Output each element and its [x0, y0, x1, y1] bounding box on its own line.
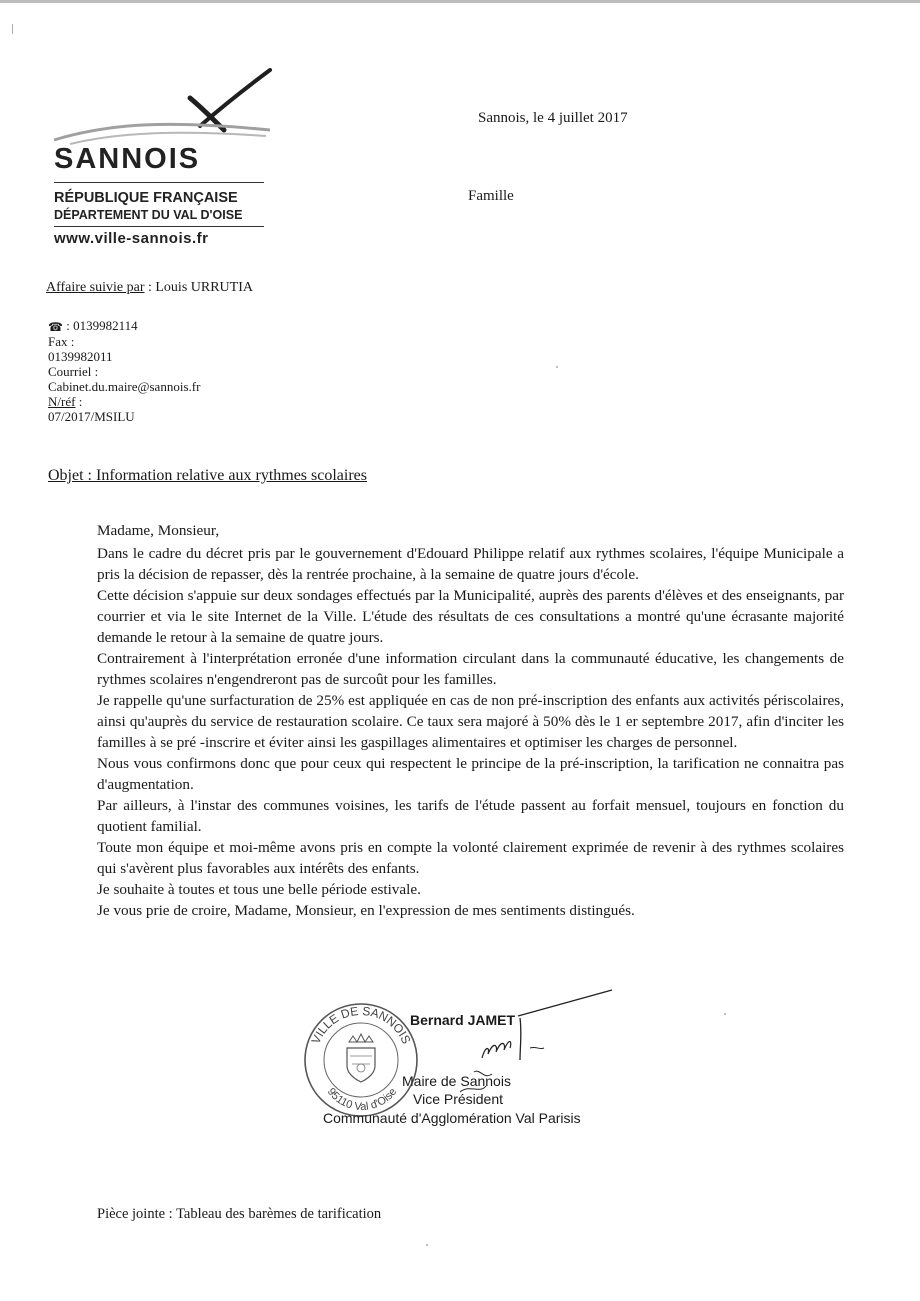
- affaire-suivie: [46, 280, 253, 296]
- sannois-logo-mark: [40, 68, 280, 152]
- paragraph: Je vous prie de croire, Madame, Monsieur, en l'expression de mes sentiments distingués.: [97, 902, 635, 919]
- paragraph: Contrairement à l'interprétation erronée d'une information circulant dans la communauté éducative, les changements de rythmes scolaires n'engendreront pas de surcoût pour les familles.: [97, 650, 844, 688]
- logo-divider: [54, 182, 264, 183]
- email-label: Courriel :: [48, 364, 99, 379]
- reference-label: N/réf: [48, 394, 76, 409]
- paragraph: Dans le cadre du décret pris par le gouvernement d'Edouard Philippe relatif aux rythmes scolaires, l'équipe Municipale a pris la décision de repasser, dès la rentrée prochaine, à la semaine de quatre jours d'école.: [97, 545, 844, 583]
- stamp-bottom-text: 95110 Val d'Oise: [324, 1086, 400, 1114]
- logo-divider: [54, 226, 264, 227]
- phone-number: : 0139982114: [62, 318, 138, 333]
- scan-speck: [556, 366, 558, 368]
- logo-name: SANNOIS: [54, 143, 201, 175]
- letter-body: [97, 520, 844, 921]
- paragraph: Cette décision s'appuie sur deux sondages effectués par la Municipalité, auprès des parents d'élèves et des enseignants, par courrier et via le site Internet de la Ville. L'étude des résultats de ces consultations a montré qu'une écrasante majorité demande le retour à la semaine de quatre jours.: [97, 587, 844, 646]
- contact-block: [48, 318, 200, 424]
- affaire-suivie-value: : Louis URRUTIA: [144, 280, 253, 295]
- subject-label: Objet: [48, 467, 84, 484]
- scan-speck: [724, 1013, 726, 1015]
- reference-colon: :: [75, 394, 83, 409]
- city-seal-stamp: [300, 998, 422, 1118]
- affaire-suivie-label: Affaire suivie par: [46, 280, 145, 295]
- fax-number: 0139982011: [48, 349, 113, 364]
- scan-speck: [12, 24, 13, 34]
- paragraph: Toute mon équipe et moi-même avons pris en compte la volonté clairement exprimée de revenir à des rythmes scolaires qui s'avèrent plus favorables aux intérêts des enfants.: [97, 839, 844, 877]
- letter-date: Sannois, le 4 juillet 2017: [478, 110, 628, 126]
- paragraph: Par ailleurs, à l'instar des communes voisines, les tarifs de l'étude passent au forfait mensuel, toujours en fonction du quotient familial.: [97, 797, 844, 835]
- signatory-role-vice-president: Vice Président: [413, 1091, 504, 1107]
- svg-text:VILLE DE SANNOIS: [308, 1004, 413, 1046]
- letter-subject: [48, 467, 367, 485]
- attachment-note: Pièce jointe : Tableau des barèmes de tarification: [97, 1206, 382, 1222]
- logo-republique: RÉPUBLIQUE FRANÇAISE: [54, 190, 238, 206]
- signatory-name: Bernard JAMET: [410, 1012, 516, 1028]
- signatory-role-mayor: Maire de Sannois: [402, 1073, 511, 1089]
- scan-speck: [426, 1244, 428, 1246]
- logo-website: www.ville-sannois.fr: [54, 230, 209, 247]
- telephone-icon: ☎: [48, 320, 63, 334]
- paragraph: Je rappelle qu'une surfacturation de 25% est appliquée en cas de non pré-inscription des enfants aux activités périscolaires, ainsi qu'auprès du service de restauration scolaire. Ce taux sera majoré à 50% dès le 1 er septembre 2017, afin d'inciter les familles à se pré -inscrire et éviter ainsi les gaspillages alimentaires et optimiser les charges de personnel.: [97, 692, 844, 751]
- scan-border: [0, 0, 920, 3]
- letter-recipient: Famille: [468, 188, 514, 204]
- email-address: Cabinet.du.maire@sannois.fr: [48, 379, 201, 394]
- signatory-role-agglomeration: Communauté d'Agglomération Val Parisis: [323, 1110, 581, 1126]
- reference-number: 07/2017/MSILU: [48, 409, 135, 424]
- paragraph: Je souhaite à toutes et tous une belle période estivale.: [97, 881, 421, 898]
- salutation: Madame, Monsieur,: [97, 522, 220, 539]
- fax-label: Fax :: [48, 334, 75, 349]
- paragraph: Nous vous confirmons donc que pour ceux qui respectent le principe de la pré-inscription, la tarification ne connaitra pas d'augmentation.: [97, 755, 844, 793]
- subject-text: : Information relative aux rythmes scolaires: [83, 467, 368, 484]
- logo-departement: DÉPARTEMENT DU VAL D'OISE: [54, 208, 243, 222]
- stamp-top-text: VILLE DE SANNOIS: [308, 1003, 414, 1047]
